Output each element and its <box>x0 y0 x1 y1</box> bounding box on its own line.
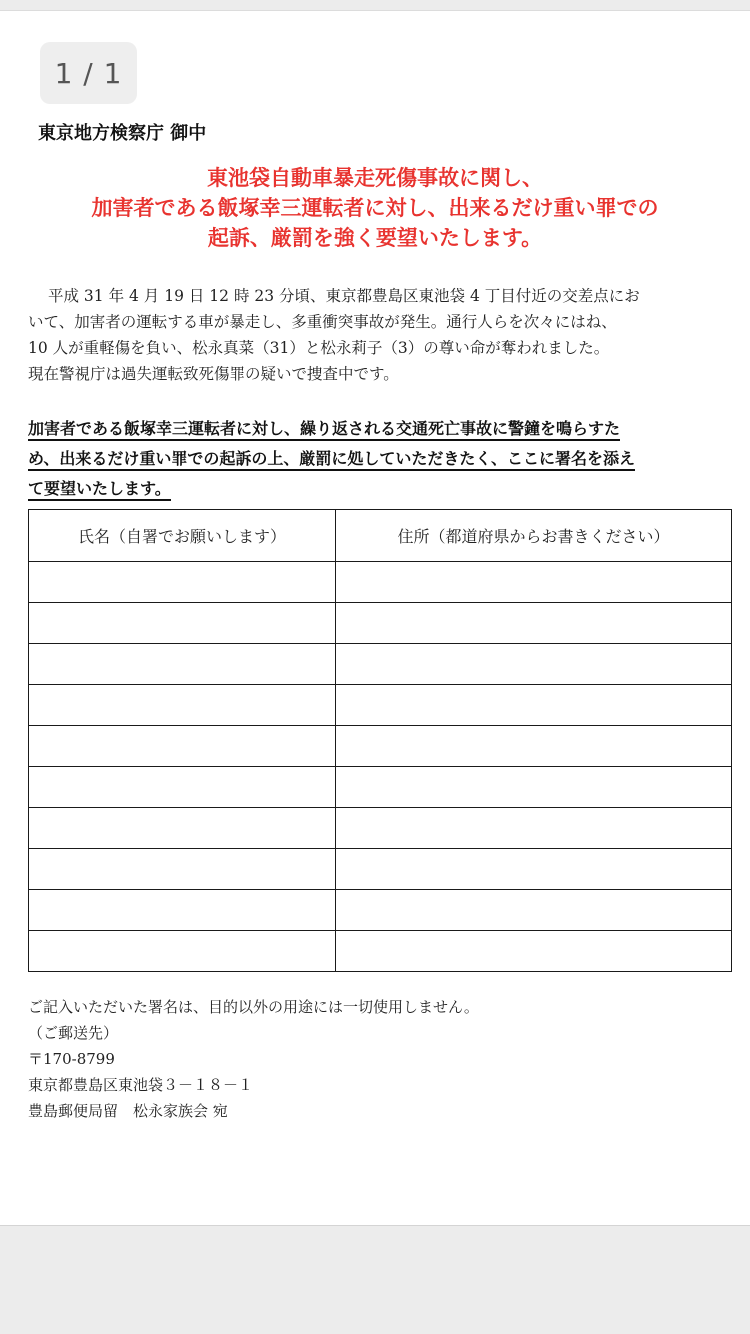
name-column-header: 氏名（自署でお願いします） <box>29 510 336 562</box>
request-line-1: 加害者である飯塚幸三運転者に対し、繰り返される交通死亡事故に警鐘を鳴らすた <box>28 419 620 441</box>
name-cell[interactable] <box>29 726 336 767</box>
address-cell[interactable] <box>336 644 732 685</box>
request-line-2: め、出来るだけ重い罪での起訴の上、厳罰に処していただきたく、ここに署名を添え <box>28 449 635 471</box>
address-cell[interactable] <box>336 808 732 849</box>
signature-row <box>29 890 732 931</box>
name-cell[interactable] <box>29 767 336 808</box>
signature-row <box>29 849 732 890</box>
name-cell[interactable] <box>29 931 336 972</box>
name-cell[interactable] <box>29 562 336 603</box>
name-cell[interactable] <box>29 808 336 849</box>
body-line-4: 現在警視庁は過失運転致死傷罪の疑いで捜査中です。 <box>28 365 399 383</box>
name-cell[interactable] <box>29 685 336 726</box>
name-cell[interactable] <box>29 849 336 890</box>
postal-code: 〒170-8799 <box>28 1050 115 1068</box>
headline-line-2: 加害者である飯塚幸三運転者に対し、出来るだけ重い罪での <box>91 196 659 220</box>
address-cell[interactable] <box>336 767 732 808</box>
body-line-2: いて、加害者の運転する車が暴走し、多重衝突事故が発生。通行人らを次々にはね、 <box>28 313 617 331</box>
headline <box>0 163 750 253</box>
address-cell[interactable] <box>336 685 732 726</box>
mailing-recipient: 豊島郵便局留 松永家族会 宛 <box>28 1102 228 1120</box>
address-cell[interactable] <box>336 603 732 644</box>
address-cell[interactable] <box>336 562 732 603</box>
page-counter: 1 / 1 <box>40 42 137 104</box>
privacy-disclaimer: ご記入いただいた署名は、目的以外の用途には一切使用しません。 <box>28 998 479 1016</box>
address-cell[interactable] <box>336 890 732 931</box>
signature-table-header <box>29 510 732 562</box>
addressee: 東京地方検察庁 御中 <box>38 123 207 144</box>
incident-description <box>28 283 728 387</box>
signature-row <box>29 603 732 644</box>
mailing-address: 東京都豊島区東池袋３－１８－１ <box>28 1076 254 1094</box>
body-line-1: 平成 31 年 4 月 19 日 12 時 23 分頃、東京都豊島区東池袋 4 丁目付近の交差点にお <box>48 287 640 305</box>
signature-row <box>29 808 732 849</box>
name-cell[interactable] <box>29 603 336 644</box>
signature-row <box>29 685 732 726</box>
address-cell[interactable] <box>336 726 732 767</box>
request-statement <box>28 414 738 504</box>
headline-line-3: 起訴、厳罰を強く要望いたします。 <box>207 226 543 250</box>
mailing-label: （ご郵送先） <box>28 1024 119 1042</box>
signature-row <box>29 931 732 972</box>
name-cell[interactable] <box>29 644 336 685</box>
address-column-header: 住所（都道府県からお書きください） <box>336 510 732 562</box>
signature-row <box>29 644 732 685</box>
signature-table <box>28 509 732 972</box>
signature-row <box>29 562 732 603</box>
document-page <box>0 10 750 1226</box>
address-cell[interactable] <box>336 849 732 890</box>
name-cell[interactable] <box>29 890 336 931</box>
headline-line-1: 東池袋自動車暴走死傷事故に関し、 <box>207 166 543 190</box>
request-line-3: て要望いたします。 <box>28 479 171 501</box>
body-line-3: 10 人が重軽傷を負い、松永真菜（31）と松永莉子（3）の尊い命が奪われました。 <box>28 339 610 357</box>
signature-row <box>29 726 732 767</box>
signature-row <box>29 767 732 808</box>
mailing-notes <box>28 994 479 1124</box>
address-cell[interactable] <box>336 931 732 972</box>
